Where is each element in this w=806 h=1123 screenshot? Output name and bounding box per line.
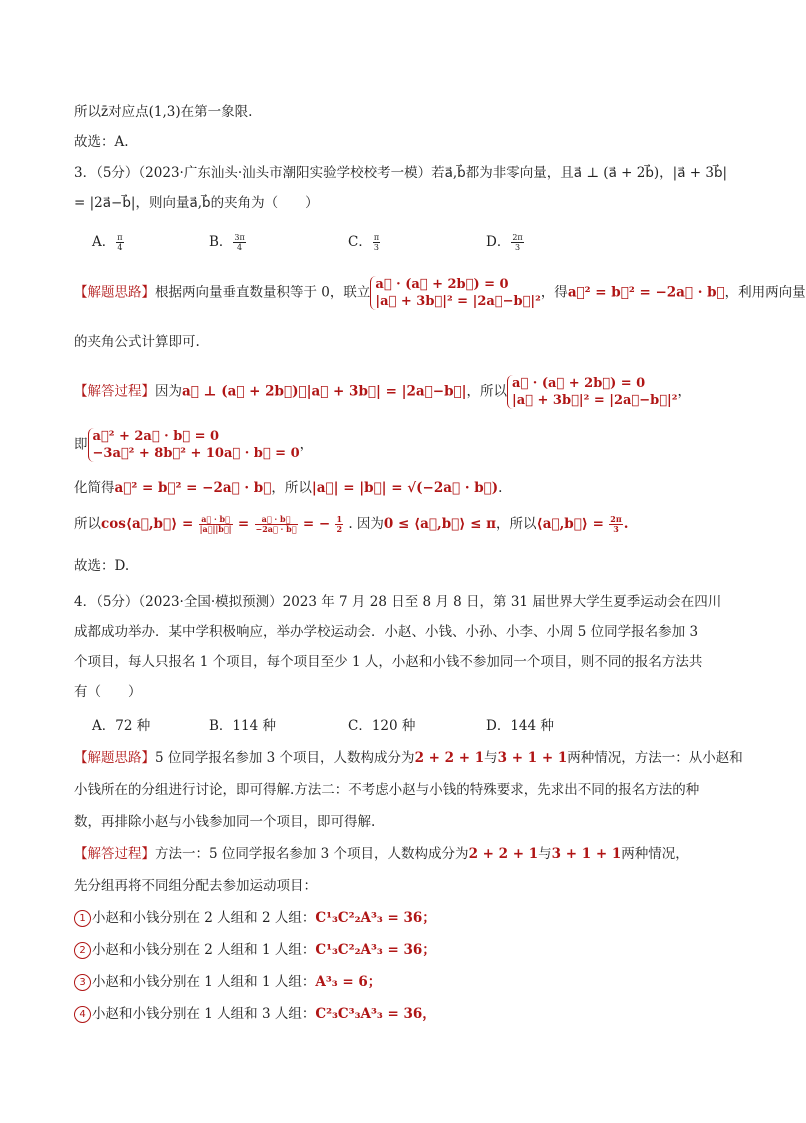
circled-number-icon: 1 [74, 910, 91, 927]
q4-stem-line2: 成都成功举办．某中学积极响应，举办学校运动会．小赵、小钱、小孙、小李、小周 5 位同学报名参加 3 [74, 624, 699, 640]
q4-choice-b: B．114 种 [209, 718, 276, 734]
q3-simplify: 化简得a⃗² = b⃗² = −2a⃗ · b⃗，所以|a⃗| = |b⃗| = √(−2a⃗ · b⃗). [74, 480, 503, 496]
q3-stem-line2: = |2a⃗−b⃗|，则向量a⃗,b⃗的夹角为（ ） [74, 195, 319, 211]
q3-answer: 故选：D. [74, 558, 130, 574]
q4-stem-line1: 4．（5分）（2023·全国·模拟预测）2023 年 7 月 28 日至 8 月 8 日，第 31 届世界大学生夏季运动会在四川 [74, 594, 722, 610]
q3-hint-line2: 的夹角公式计算即可. [74, 334, 200, 350]
q3-ji: 即 a⃗² + 2a⃗ · b⃗ = 0 −3a⃗² + 8b⃗² + 10a⃗ · b⃗ = 0 ， [74, 429, 314, 461]
q3-hint: 【解题思路】根据两向量垂直数量积等于 0，联立 a⃗ · (a⃗ + 2b⃗) = 0 |a⃗ + 3b⃗|² = |2a⃗−b⃗|² ，得a⃗² = b⃗² = −2a⃗ · b⃗，利用两向量 [74, 277, 806, 309]
q4-hint-line3: 数，再排除小赵与小钱参加同一个项目，即可得解. [74, 814, 376, 830]
circled-number-icon: 3 [74, 974, 91, 991]
q3-stem-line1: 3．（5分）（2023·广东汕头·汕头市潮阳实验学校校考一模）若a⃗,b⃗都为非零向量，且a⃗ ⊥ (a⃗ + 2b⃗)，|a⃗ + 3b⃗| [74, 165, 728, 181]
q3-hint-system: a⃗ · (a⃗ + 2b⃗) = 0 |a⃗ + 3b⃗|² = |2a⃗−b⃗|² [370, 276, 540, 310]
q4-choice-c: C．120 种 [348, 718, 416, 734]
q4-solution-line1: 【解答过程】方法一：5 位同学报名参加 3 个项目，人数构成分为2 + 2 + 1与3 + 1 + 1两种情况， [74, 846, 689, 862]
q4-solution-line2: 先分组再将不同组分配去参加运动项目： [74, 878, 317, 894]
q3-ji-system: a⃗² + 2a⃗ · b⃗ = 0 −3a⃗² + 8b⃗² + 10a⃗ · b⃗ = 0 [88, 428, 300, 462]
circled-number-icon: 4 [74, 1006, 91, 1023]
q3-choice-a: A． $\frac{\pi}{4}$ [92, 233, 123, 252]
q3-choice-b: B． $\frac{3\pi}{4}$ [209, 233, 245, 252]
q4-stem-line4: 有（ ） [74, 684, 142, 700]
circled-number-icon: 2 [74, 942, 91, 959]
q3-solution: 【解答过程】因为a⃗ ⊥ (a⃗ + 2b⃗)，|a⃗ + 3b⃗| = |2a⃗−b⃗|，所以 a⃗ · (a⃗ + 2b⃗) = 0 |a⃗ + 3b⃗|² = |2a⃗−b⃗|² ， [74, 376, 691, 408]
q4-case-2: 2 小赵和小钱分别在 2 人组和 1 人组：C¹₃C²₂A³₃ = 36； [74, 940, 754, 960]
q4-hint-line2: 小钱所在的分组进行讨论，即可得解.方法二：不考虑小赵与小钱的特殊要求，先求出不同的报名方法的种 [74, 782, 700, 798]
q4-case-4: 4 小赵和小钱分别在 1 人组和 3 人组：C²₃C³₃A³₃ = 36， [74, 1004, 754, 1024]
prev-answer: 故选：A. [74, 134, 129, 150]
q3-sol-system: a⃗ · (a⃗ + 2b⃗) = 0 |a⃗ + 3b⃗|² = |2a⃗−b⃗|² [507, 375, 677, 409]
q4-hint-line1: 【解题思路】5 位同学报名参加 3 个项目，人数构成分为2 + 2 + 1与3 + 1 + 1两种情况，方法一：从小赵和 [74, 750, 743, 766]
q3-choice-c: C． $\frac{\pi}{3}$ [348, 233, 380, 252]
q3-choice-d: D． $\frac{2\pi}{3}$ [486, 233, 523, 252]
q3-cos: 所以cos⟨a⃗,b⃗⟩ = $\frac{a⃗ \cdot b⃗}{|a⃗||b⃗|}$ = $\frac{a⃗ \cdot b⃗}{-2a⃗ \cdot b⃗}$ = − $\frac{1}{2}$ . 因为0 ≤ ⟨a⃗,b⃗⟩ ≤ π，所以⟨a⃗,b⃗⟩ = $\frac{2\pi}{3}$ . [74, 514, 629, 534]
q4-stem-line3: 个项目，每人只报名 1 个项目，每个项目至少 1 人，小赵和小钱不参加同一个项目，则不同的报名方法共 [74, 654, 703, 670]
q4-choice-d: D．144 种 [486, 718, 554, 734]
prev-conclusion: 所以z̄对应点(1,3)在第一象限. [74, 104, 253, 120]
q4-case-1: 1 小赵和小钱分别在 2 人组和 2 人组：C¹₃C²₂A³₃ = 36； [74, 908, 754, 928]
q4-choice-a: A．72 种 [92, 718, 151, 734]
q4-case-3: 3 小赵和小钱分别在 1 人组和 1 人组：A³₃ = 6； [74, 972, 754, 992]
